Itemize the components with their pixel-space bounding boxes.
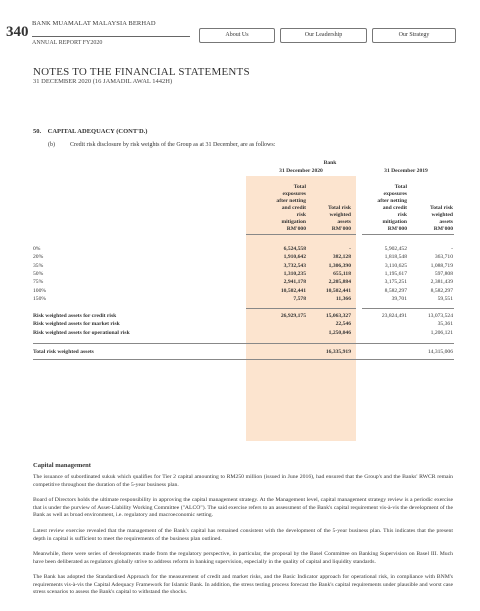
- table-cell: 11,366: [335, 295, 351, 302]
- sub-section-text: Credit risk disclosure by risk weights of the Group as at 31 December, are as follows:: [70, 142, 276, 148]
- table-cell: 1,910,642: [283, 254, 306, 261]
- table-cell: 2,381,439: [430, 279, 453, 286]
- column-header-line: Total risk: [430, 205, 453, 211]
- nav-our-strategy-button[interactable]: Our Strategy: [372, 28, 456, 43]
- table-cell: 26,929,175: [280, 313, 306, 319]
- paragraph: The issuance of subordinated sukuk which qualifies for Tier 2 capital amounting to RM250 million (issued in June 2016), had ensured that the Group's and the Banks' RWCR remain competitive throughout the duration of the 5-year business plan.: [33, 474, 453, 488]
- table-cell: 382,128: [332, 254, 351, 261]
- table-cell: -: [451, 246, 453, 252]
- table-cell: 14,315,006: [427, 349, 453, 355]
- section-number: 50.: [33, 128, 42, 135]
- table-cell: 597,808: [434, 270, 453, 277]
- table-cell: 15,063,327: [325, 313, 351, 319]
- notes-subtitle: 31 DECEMBER 2020 (16 JAMADIL AWAL 1442H): [33, 78, 173, 85]
- column-header-line: Total: [394, 184, 407, 190]
- column-header-line: and credit: [382, 205, 407, 211]
- table-cell: 1,195,617: [384, 270, 407, 277]
- risk-weight-label: 50%: [33, 270, 44, 277]
- table-cell: 8,582,297: [430, 287, 453, 294]
- bank-name: BANK MUAMALAT MALAYSIA BERHAD: [32, 20, 156, 27]
- rwa-label: Risk weighted assets for credit risk: [33, 313, 117, 319]
- column-header-line: weighted: [329, 212, 351, 218]
- sub-section-letter: (b): [48, 142, 55, 148]
- column-header-line: Total: [293, 184, 306, 190]
- column-header-line: exposures: [282, 191, 306, 197]
- column-unit: RM'000: [331, 226, 351, 232]
- table-cell: 1,250,046: [328, 329, 351, 336]
- section-heading: [33, 128, 147, 135]
- risk-weight-label: 75%: [33, 279, 44, 286]
- column-header-line: after netting: [276, 198, 306, 204]
- page-number: 340: [6, 24, 29, 40]
- column-header-line: after netting: [377, 198, 407, 204]
- risk-weight-label: 100%: [33, 287, 47, 294]
- table-cell: 3,732,543: [283, 262, 306, 269]
- paragraph: Meanwhile, there were series of developments made from the regulatory perspective, in particular, the proposal by the Basel Committee on Banking Supervision on Basel III. Much have been deliberated as regulators globally strive to address reform in banking supervision, especially in the quality of capital and liquidity standards.: [33, 551, 453, 565]
- column-header-line: weighted: [431, 212, 453, 218]
- column-header-line: mitigation: [382, 219, 407, 225]
- header-rule: [362, 234, 454, 235]
- column-header-line: risk: [397, 212, 407, 218]
- table-cell: 3,110,625: [384, 262, 407, 269]
- report-name: ANNUAL REPORT FY2020: [32, 40, 103, 46]
- header-divider: [32, 36, 190, 37]
- total-rule: [33, 359, 454, 360]
- column-unit: RM'000: [433, 226, 453, 232]
- table-entity-label: Bank: [323, 160, 337, 166]
- total-rule: [33, 343, 454, 344]
- table-cell: 22,546: [335, 321, 351, 328]
- total-rwa-label: Total risk weighted assets: [33, 349, 94, 355]
- table-cell: 35,361: [437, 321, 453, 328]
- table-cell: 3,175,251: [384, 279, 407, 286]
- paragraph: The Bank has adopted the Standardised Approach for the measurement of credit and market risks, and the Basic Indicator approach for operational risk, in compliance with BNM's requirements vis-à-vis the Capital Adequacy Framework for Islamic Bank. In addition, the stress testing process forecast the Bank's capital requirements under plausible and worst case stress scenarios to assess the Bank's capital to withstand the shocks.: [33, 574, 453, 596]
- header-rule: [246, 234, 356, 235]
- table-cell: 1,818,548: [384, 254, 407, 261]
- notes-title: NOTES TO THE FINANCIAL STATEMENTS: [33, 66, 250, 78]
- section-title: CAPITAL ADEQUACY (CONT'D.): [47, 128, 148, 135]
- table-cell: 1,088,719: [430, 262, 453, 269]
- nav-about-us-button[interactable]: About Us: [199, 28, 275, 43]
- table-cell: 1,206,121: [430, 329, 453, 336]
- paragraph: Board of Directors holds the ultimate responsibility in approving the capital management strategy. At the Management level, capital management strategy review is a periodic exercise that is under the purview of Asset-Liability Working Committee ("ALCO"). The said exercise refers to an assessment of the Bank's capital requirement vis-à-vis the development of the Bank as well as broad environment, i.e. regulatory and macroeconomic setting.: [33, 497, 453, 519]
- column-header-line: mitigation: [281, 219, 306, 225]
- table-cell: 1,306,390: [328, 262, 351, 269]
- risk-weight-label: 35%: [33, 262, 44, 269]
- paragraph: Latest review exercise revealed that the management of the Bank's capital has remained consistent with the development of the 5-year business plan. This indicates that the present depth in capital is sufficient to meet the requirements of the business plan outlined.: [33, 528, 453, 542]
- capital-management-title: Capital management: [33, 462, 91, 469]
- risk-weight-label: 0%: [33, 246, 41, 252]
- table-cell: 5,902,452: [384, 246, 407, 252]
- section-rule: [362, 308, 454, 309]
- rwa-label: Risk weighted assets for operational risk: [33, 329, 130, 336]
- table-cell: 13,073,524: [427, 313, 453, 319]
- table-cell: 363,710: [434, 254, 453, 261]
- table-cell: -: [349, 246, 351, 252]
- table-cell: 16,335,919: [325, 349, 351, 355]
- rwa-label: Risk weighted assets for market risk: [33, 321, 120, 328]
- table-cell: 655,118: [333, 270, 351, 277]
- period-header: 31 December 2019: [384, 168, 428, 174]
- table-cell: 7,578: [293, 295, 306, 302]
- table-cell: 10,502,441: [280, 287, 306, 294]
- table-cell: 6,524,558: [283, 246, 306, 252]
- table-cell: 10,502,441: [325, 287, 351, 294]
- column-header-line: Total risk: [328, 205, 351, 211]
- risk-weight-label: 150%: [33, 295, 47, 302]
- column-header-line: risk: [296, 212, 306, 218]
- column-unit: RM'000: [286, 226, 306, 232]
- table-cell: 1,310,235: [283, 270, 306, 277]
- risk-weight-label: 20%: [33, 254, 44, 261]
- section-rule: [246, 308, 356, 309]
- column-header-line: assets: [439, 219, 453, 225]
- column-header-line: assets: [337, 219, 351, 225]
- table-cell: 2,941,178: [283, 279, 306, 286]
- column-unit: RM'000: [387, 226, 407, 232]
- table-cell: 59,551: [437, 295, 453, 302]
- column-header-line: exposures: [383, 191, 407, 197]
- table-cell: 8,582,297: [384, 287, 407, 294]
- table-cell: 2,205,884: [328, 279, 351, 286]
- nav-our-leadership-button[interactable]: Our Leadership: [280, 28, 367, 43]
- table-cell: 39,701: [391, 295, 407, 302]
- column-header-line: and credit: [281, 205, 306, 211]
- period-header: 31 December 2020: [279, 168, 323, 174]
- table-cell: 23,824,491: [381, 313, 407, 319]
